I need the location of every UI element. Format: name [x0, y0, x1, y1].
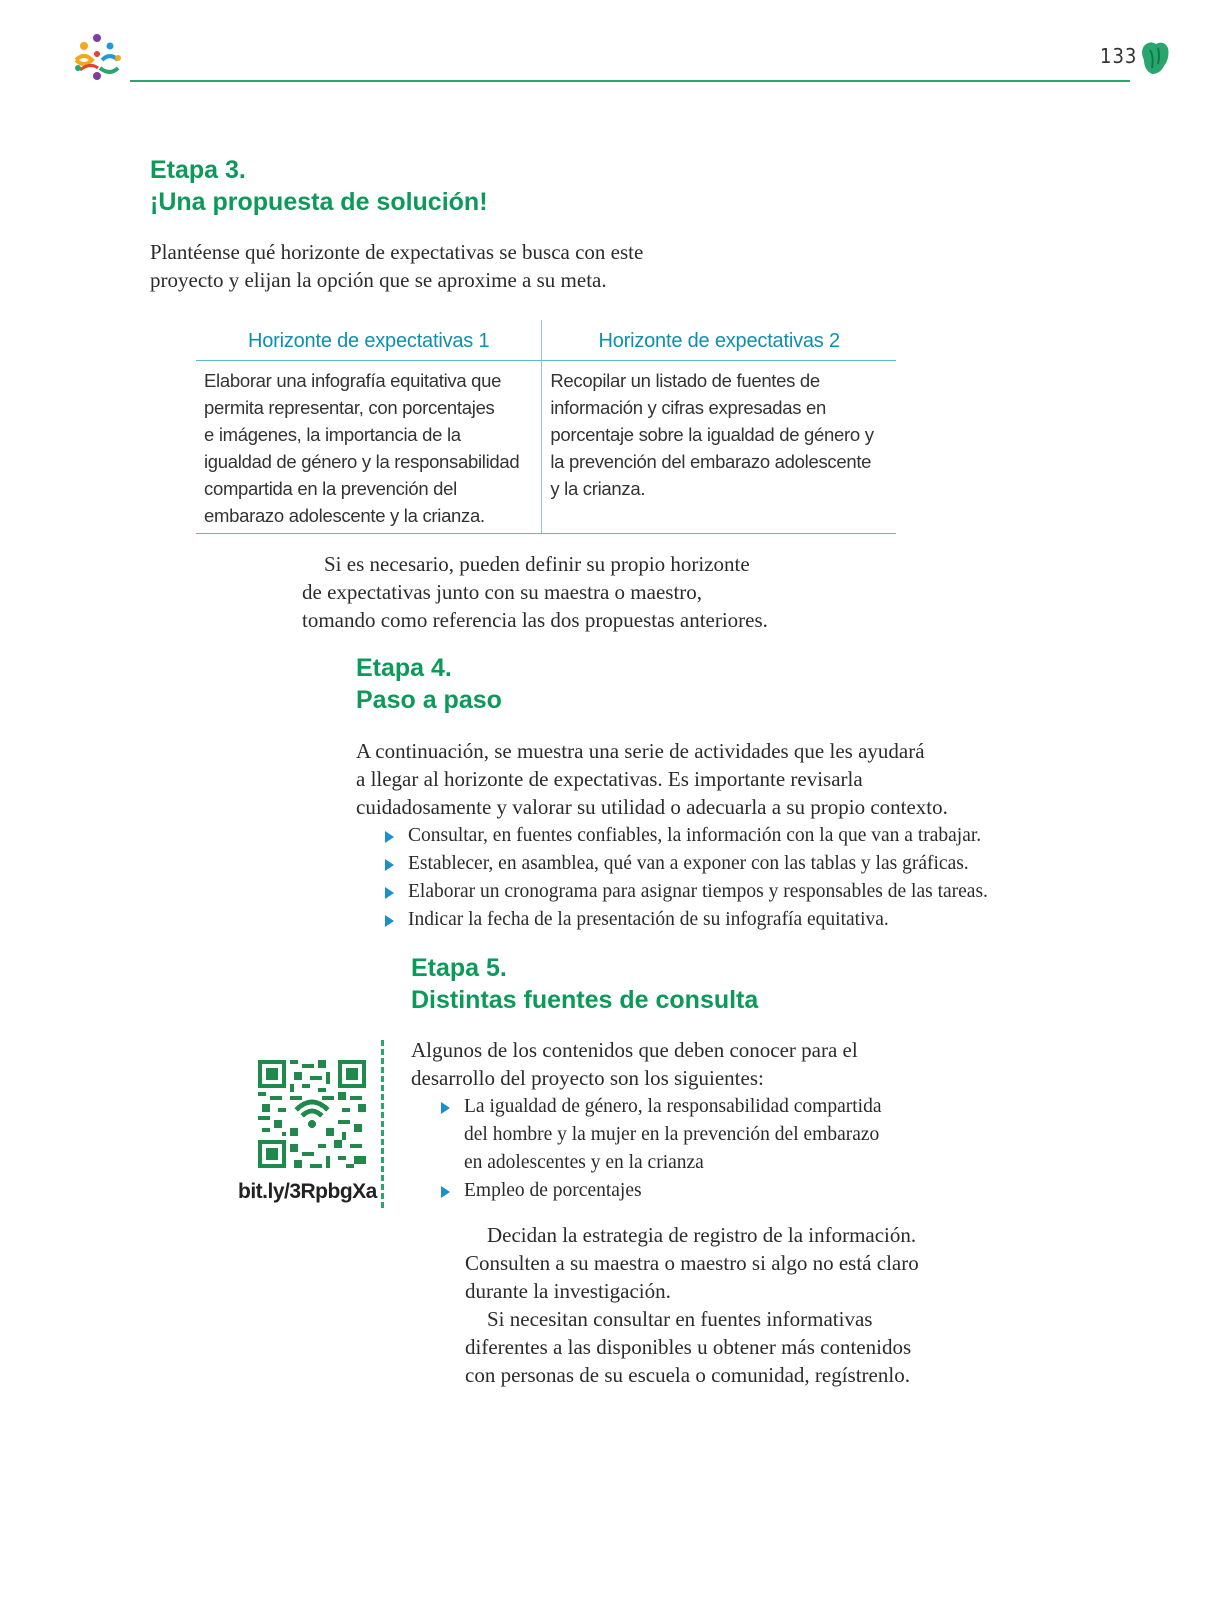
etapa5-contents: [438, 1093, 978, 1205]
etapa5-intro-line2: desarrollo del proyecto son los siguientes:: [411, 1066, 764, 1090]
etapa3-note-line3: tomando como referencia las dos propuestas anteriores.: [302, 608, 768, 632]
etapa5-para1-line1: Decidan la estrategia de registro de la información.: [487, 1223, 917, 1247]
cell-line: porcentaje sobre la igualdad de género y: [550, 424, 874, 445]
etapa5-heading: [411, 952, 758, 1016]
bullet-arrow-icon: [385, 831, 394, 843]
etapa5-para2-line1: Si necesitan consultar en fuentes informativas: [487, 1307, 873, 1331]
table-header-row: [196, 320, 896, 361]
list-item: [382, 822, 1062, 850]
etapa5-para2-line3: con personas de su escuela o comunidad, regístrenlo.: [465, 1363, 910, 1387]
cell-line: y la crianza.: [550, 478, 646, 499]
etapa5-para1-line3: durante la investigación.: [465, 1279, 671, 1303]
etapa4-intro-line2: a llegar al horizonte de expectativas. Es importante revisarla: [356, 767, 863, 791]
content-line: Empleo de porcentajes: [464, 1180, 642, 1201]
list-item: [438, 1093, 978, 1177]
program-logo: [70, 32, 126, 84]
etapa5-title: Etapa 5.: [411, 954, 507, 982]
activity-text: Indicar la fecha de la presentación de su infografía equitativa.: [408, 909, 889, 930]
cell-line: permita representar, con porcentajes: [204, 397, 495, 418]
etapa3-intro: [150, 238, 850, 294]
etapa5-para1-line2: Consulten a su maestra o maestro si algo no está claro: [465, 1251, 919, 1275]
etapa4-intro-line3: cuidadosamente y valorar su utilidad o adecuarla a su propio contexto.: [356, 795, 948, 819]
bullet-arrow-icon: [441, 1102, 450, 1114]
cell-line: Elaborar una infografía equitativa que: [204, 370, 502, 391]
bullet-arrow-icon: [385, 887, 394, 899]
cell-line: embarazo adolescente y la crianza.: [204, 505, 485, 526]
etapa5-para2-line2: diferentes a las disponibles u obtener más contenidos: [465, 1335, 912, 1359]
list-item: [438, 1177, 978, 1205]
etapa4-heading: [356, 652, 502, 716]
etapa3-title: Etapa 3.: [150, 156, 246, 184]
leaf-icon: [1140, 40, 1170, 76]
etapa4-intro: [356, 737, 1056, 821]
etapa3-note-line1: Si es necesario, pueden definir su propio horizonte: [324, 552, 750, 576]
table-cell-option-2: [542, 361, 896, 534]
etapa3-heading: [150, 154, 488, 218]
etapa3-intro-line1: Plantéense qué horizonte de expectativas se busca con este: [150, 240, 644, 264]
page-number: 133: [1100, 44, 1138, 68]
cell-line: e imágenes, la importancia de la: [204, 424, 461, 445]
cell-line: igualdad de género y la responsabilidad: [204, 451, 520, 472]
qr-link[interactable]: bit.ly/3RpbgXa: [238, 1180, 377, 1203]
etapa4-activities: [382, 822, 1062, 934]
cell-line: Recopilar un listado de fuentes de: [550, 370, 820, 391]
etapa5-intro-line1: Algunos de los contenidos que deben conocer para el: [411, 1038, 858, 1062]
bullet-arrow-icon: [385, 915, 394, 927]
qr-code[interactable]: [258, 1060, 366, 1168]
etapa3-note-line2: de expectativas junto con su maestra o maestro,: [302, 580, 703, 604]
cell-line: la prevención del embarazo adolescente: [550, 451, 872, 472]
list-item: [382, 850, 1062, 878]
content-line: La igualdad de género, la responsabilidad compartida: [464, 1096, 882, 1117]
table-cell-option-1: [196, 361, 542, 534]
etapa4-title: Etapa 4.: [356, 654, 452, 682]
etapa5-intro: [411, 1036, 971, 1092]
header-rule: [130, 80, 1130, 82]
bullet-arrow-icon: [441, 1186, 450, 1198]
etapa4-intro-line1: A continuación, se muestra una serie de actividades que les ayudará: [356, 739, 925, 763]
etapa5-instructions: [465, 1221, 1025, 1389]
table-header-2: Horizonte de expectativas 2: [542, 320, 896, 361]
cell-line: compartida en la prevención del: [204, 478, 457, 499]
bullet-arrow-icon: [385, 859, 394, 871]
etapa3-intro-line2: proyecto y elijan la opción que se aproxime a su meta.: [150, 268, 607, 292]
activity-text: Elaborar un cronograma para asignar tiempos y responsables de las tareas.: [408, 881, 988, 902]
activity-text: Consultar, en fuentes confiables, la información con la que van a trabajar.: [408, 825, 982, 846]
cell-line: información y cifras expresadas en: [550, 397, 827, 418]
etapa4-subtitle: Paso a paso: [356, 686, 502, 714]
dashed-divider: [381, 1040, 384, 1208]
list-item: [382, 878, 1062, 906]
etapa5-subtitle: Distintas fuentes de consulta: [411, 986, 759, 1014]
etapa3-note: [302, 550, 862, 634]
table-header-1: Horizonte de expectativas 1: [196, 320, 542, 361]
activity-text: Establecer, en asamblea, qué van a exponer con las tablas y las gráficas.: [408, 853, 969, 874]
content-line: en adolescentes y en la crianza: [464, 1152, 704, 1173]
list-item: [382, 906, 1062, 934]
table-row: [196, 361, 896, 534]
expectations-table: [196, 320, 896, 534]
etapa3-subtitle: ¡Una propuesta de solución!: [150, 188, 488, 216]
content-line: del hombre y la mujer en la prevención del embarazo: [464, 1124, 880, 1145]
